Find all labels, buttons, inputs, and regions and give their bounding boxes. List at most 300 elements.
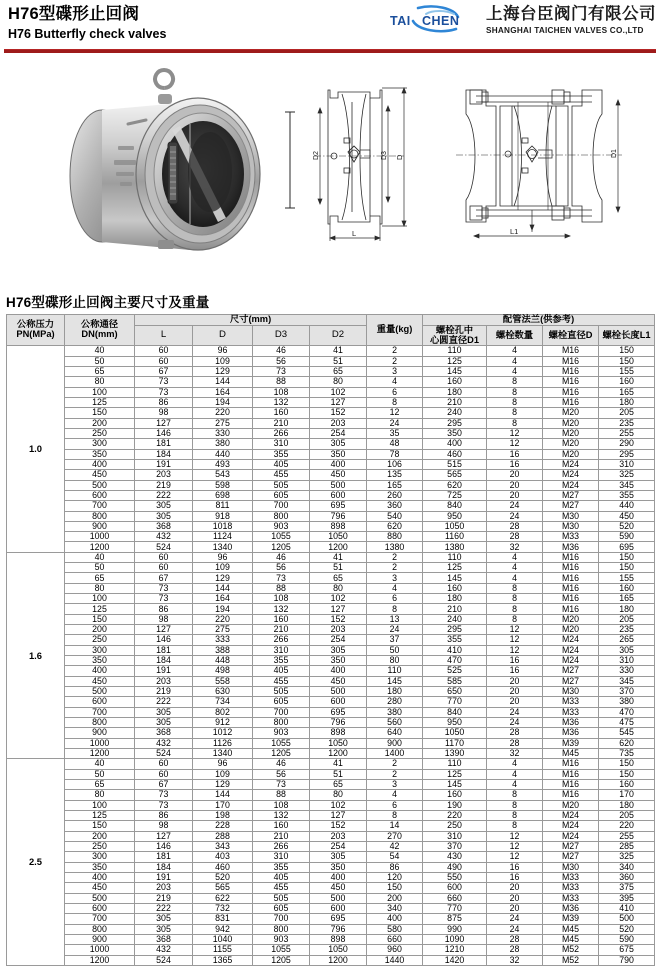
cell-bolt-qty: 4 [487,366,543,376]
cell-bolt-qty: 24 [487,718,543,728]
cell-L: 73 [135,377,193,387]
cell-weight: 660 [367,934,423,944]
cell-bolt-len: 150 [599,563,655,573]
cell-bolt-dia: M20 [543,614,599,624]
cell-D2: 41 [310,552,367,562]
figure-strip [0,58,660,276]
cell-d1: 460 [423,449,487,459]
cell-bolt-dia: M16 [543,573,599,583]
cell-L: 73 [135,583,193,593]
cell-bolt-len: 255 [599,428,655,438]
cell-dn: 300 [65,852,135,862]
cell-D: 388 [193,645,253,655]
cell-D2: 450 [310,883,367,893]
cell-bolt-len: 165 [599,387,655,397]
cell-d1: 950 [423,511,487,521]
cell-bolt-len: 160 [599,780,655,790]
cell-weight: 80 [367,656,423,666]
cell-bolt-len: 325 [599,852,655,862]
page-subtitle: H76 Butterfly check valves [8,27,167,41]
cell-weight: 35 [367,428,423,438]
cell-D3: 700 [253,707,310,717]
cell-dn: 1000 [65,945,135,955]
cell-L: 368 [135,728,193,738]
cell-L: 184 [135,862,193,872]
table-row [7,738,655,748]
cell-D2: 80 [310,377,367,387]
cell-dn: 50 [65,356,135,366]
cell-bolt-qty: 8 [487,821,543,831]
cell-D3: 210 [253,625,310,635]
page-header [0,0,660,52]
cell-L: 222 [135,903,193,913]
cell-D2: 80 [310,583,367,593]
cell-bolt-qty: 12 [487,635,543,645]
cell-D2: 450 [310,676,367,686]
cell-d1: 1050 [423,521,487,531]
cell-dn: 700 [65,707,135,717]
cell-D3: 132 [253,811,310,821]
cell-D3: 1205 [253,749,310,759]
cell-dn: 65 [65,366,135,376]
cell-weight: 3 [367,366,423,376]
cell-D2: 898 [310,728,367,738]
cell-D: 170 [193,800,253,810]
cell-D3: 56 [253,563,310,573]
cell-D2: 1050 [310,945,367,955]
cell-bolt-len: 790 [599,955,655,965]
cell-D: 129 [193,366,253,376]
cell-L: 98 [135,821,193,831]
cell-D3: 73 [253,366,310,376]
cell-weight: 1440 [367,955,423,965]
cell-bolt-dia: M27 [543,501,599,511]
cell-d1: 110 [423,759,487,769]
cell-D2: 65 [310,366,367,376]
cell-D2: 695 [310,501,367,511]
cell-bolt-qty: 20 [487,490,543,500]
cell-bolt-len: 520 [599,924,655,934]
cell-bolt-qty: 8 [487,614,543,624]
col-group-dimensions: 尺寸(mm) [135,315,367,326]
cell-bolt-dia: M52 [543,955,599,965]
cell-L: 67 [135,573,193,583]
table-row [7,594,655,604]
cell-bolt-len: 150 [599,356,655,366]
cell-weight: 86 [367,862,423,872]
cell-L: 98 [135,614,193,624]
cell-bolt-len: 205 [599,408,655,418]
cell-weight: 14 [367,821,423,831]
table-row [7,439,655,449]
cell-bolt-len: 305 [599,645,655,655]
table-row [7,480,655,490]
cell-D3: 310 [253,852,310,862]
cell-D: 144 [193,790,253,800]
cell-D2: 127 [310,604,367,614]
cell-D: 96 [193,346,253,356]
cell-dn: 450 [65,883,135,893]
cell-d1: 145 [423,573,487,583]
cell-bolt-len: 150 [599,769,655,779]
cell-d1: 430 [423,852,487,862]
cell-bolt-qty: 20 [487,697,543,707]
cell-bolt-dia: M16 [543,377,599,387]
cell-dn: 1200 [65,542,135,552]
cell-weight: 540 [367,511,423,521]
spec-table-wrapper [6,314,654,966]
cell-L: 222 [135,697,193,707]
cell-D3: 160 [253,408,310,418]
cell-dn: 500 [65,687,135,697]
cell-D: 558 [193,676,253,686]
cell-bolt-len: 235 [599,418,655,428]
cell-L: 524 [135,749,193,759]
cell-D: 734 [193,697,253,707]
cell-D2: 898 [310,521,367,531]
cell-D2: 51 [310,769,367,779]
cell-bolt-len: 160 [599,583,655,593]
cell-D: 1126 [193,738,253,748]
cell-weight: 340 [367,903,423,913]
cell-D3: 88 [253,790,310,800]
cell-bolt-dia: M24 [543,635,599,645]
cell-bolt-dia: M24 [543,645,599,655]
cell-L: 305 [135,501,193,511]
cell-bolt-qty: 12 [487,831,543,841]
cell-d1: 1420 [423,955,487,965]
cell-bolt-len: 180 [599,800,655,810]
cell-L: 67 [135,780,193,790]
cell-weight: 42 [367,842,423,852]
cell-D3: 266 [253,842,310,852]
cell-dn: 150 [65,408,135,418]
cell-bolt-qty: 8 [487,604,543,614]
cell-bolt-dia: M20 [543,800,599,810]
cell-bolt-dia: M45 [543,924,599,934]
cell-weight: 3 [367,780,423,790]
table-row [7,862,655,872]
cell-weight: 180 [367,687,423,697]
cell-D: 288 [193,831,253,841]
cell-bolt-len: 370 [599,687,655,697]
cell-weight: 13 [367,614,423,624]
pn-group-cell: 1.0 [7,346,65,553]
company-name-en: SHANGHAI TAICHEN VALVES CO.,LTD [486,26,644,35]
cell-D: 460 [193,862,253,872]
cell-d1: 1160 [423,532,487,542]
cell-bolt-len: 160 [599,377,655,387]
cell-D3: 800 [253,924,310,934]
cell-bolt-qty: 16 [487,872,543,882]
cell-dn: 500 [65,480,135,490]
cell-weight: 4 [367,790,423,800]
col-header-bolt-quantity: 螺栓数量 [487,325,543,346]
cell-dn: 200 [65,831,135,841]
cell-bolt-qty: 20 [487,470,543,480]
cell-bolt-qty: 4 [487,759,543,769]
table-row [7,800,655,810]
cell-D3: 310 [253,645,310,655]
cell-bolt-qty: 16 [487,459,543,469]
cell-D3: 605 [253,903,310,913]
cell-D: 343 [193,842,253,852]
cell-weight: 960 [367,945,423,955]
cell-weight: 6 [367,594,423,604]
cell-D2: 41 [310,346,367,356]
cell-D3: 505 [253,687,310,697]
cell-weight: 280 [367,697,423,707]
table-row [7,780,655,790]
pn-group-cell: 1.6 [7,552,65,759]
cell-D2: 65 [310,573,367,583]
cell-D2: 102 [310,387,367,397]
cell-L: 432 [135,945,193,955]
cell-d1: 400 [423,439,487,449]
cell-weight: 24 [367,625,423,635]
cell-weight: 200 [367,893,423,903]
cell-dn: 500 [65,893,135,903]
cell-bolt-qty: 4 [487,552,543,562]
cell-D2: 1050 [310,532,367,542]
cell-bolt-qty: 16 [487,666,543,676]
cell-bolt-qty: 16 [487,862,543,872]
table-row [7,449,655,459]
svg-text:CHEN: CHEN [422,14,460,28]
table-row [7,872,655,882]
cell-D2: 254 [310,842,367,852]
col-group-flange: 配管法兰(供参考) [423,315,655,326]
cell-dn: 50 [65,769,135,779]
cell-bolt-qty: 28 [487,934,543,944]
cell-D2: 600 [310,697,367,707]
cell-weight: 2 [367,769,423,779]
cell-d1: 295 [423,625,487,635]
cell-D2: 796 [310,718,367,728]
cell-bolt-qty: 28 [487,728,543,738]
cell-D: 380 [193,439,253,449]
cell-d1: 565 [423,470,487,480]
cell-D2: 400 [310,872,367,882]
cell-bolt-len: 475 [599,718,655,728]
table-row [7,377,655,387]
cell-D3: 505 [253,893,310,903]
cell-D3: 132 [253,397,310,407]
table-row [7,397,655,407]
table-row [7,955,655,965]
cell-bolt-qty: 20 [487,480,543,490]
col-header-bolt-diameter: 螺栓直径D [543,325,599,346]
cell-D: 403 [193,852,253,862]
cell-D3: 355 [253,449,310,459]
cell-bolt-dia: M16 [543,769,599,779]
cell-bolt-dia: M16 [543,397,599,407]
cell-bolt-len: 150 [599,552,655,562]
cell-weight: 2 [367,563,423,573]
cell-D3: 903 [253,728,310,738]
cell-bolt-qty: 28 [487,945,543,955]
cell-L: 60 [135,563,193,573]
cell-bolt-qty: 4 [487,356,543,366]
table-row [7,635,655,645]
cell-bolt-dia: M39 [543,914,599,924]
cell-L: 305 [135,707,193,717]
cell-D2: 1200 [310,955,367,965]
cell-D3: 310 [253,439,310,449]
cell-L: 305 [135,718,193,728]
cell-bolt-qty: 24 [487,707,543,717]
cell-D2: 41 [310,759,367,769]
cell-D: 144 [193,583,253,593]
cell-D: 622 [193,893,253,903]
cell-bolt-dia: M16 [543,604,599,614]
table-row [7,470,655,480]
cell-D3: 1205 [253,542,310,552]
cell-dn: 100 [65,800,135,810]
cell-bolt-len: 150 [599,346,655,356]
cell-D3: 46 [253,759,310,769]
table-row [7,666,655,676]
cell-bolt-qty: 12 [487,645,543,655]
cell-D: 732 [193,903,253,913]
cell-L: 368 [135,934,193,944]
cell-dn: 65 [65,573,135,583]
cell-weight: 37 [367,635,423,645]
cell-bolt-qty: 8 [487,408,543,418]
cell-bolt-qty: 4 [487,563,543,573]
table-row [7,831,655,841]
cell-bolt-dia: M16 [543,780,599,790]
cell-D: 1365 [193,955,253,965]
cell-bolt-len: 150 [599,759,655,769]
cell-dn: 150 [65,821,135,831]
cell-D2: 102 [310,594,367,604]
cell-d1: 1390 [423,749,487,759]
cell-D: 198 [193,811,253,821]
cell-L: 73 [135,594,193,604]
table-row [7,511,655,521]
table-row [7,718,655,728]
cell-bolt-qty: 20 [487,903,543,913]
cell-D2: 600 [310,903,367,913]
table-row [7,604,655,614]
cell-L: 86 [135,397,193,407]
cell-D3: 160 [253,821,310,831]
cell-d1: 250 [423,821,487,831]
cell-bolt-dia: M24 [543,480,599,490]
cell-D2: 695 [310,707,367,717]
cell-dn: 400 [65,459,135,469]
cell-D3: 405 [253,459,310,469]
cell-bolt-qty: 8 [487,387,543,397]
cell-D2: 152 [310,821,367,831]
cell-D3: 1055 [253,945,310,955]
cell-weight: 1380 [367,542,423,552]
cell-d1: 240 [423,614,487,624]
cell-bolt-dia: M16 [543,759,599,769]
cell-bolt-len: 590 [599,934,655,944]
cell-weight: 48 [367,439,423,449]
cell-D: 275 [193,418,253,428]
cell-d1: 875 [423,914,487,924]
cell-L: 222 [135,490,193,500]
cell-d1: 180 [423,594,487,604]
cell-weight: 260 [367,490,423,500]
cell-dn: 250 [65,428,135,438]
cell-bolt-dia: M52 [543,945,599,955]
cell-weight: 8 [367,811,423,821]
cell-D2: 450 [310,470,367,480]
cell-bolt-len: 410 [599,903,655,913]
cell-bolt-len: 345 [599,676,655,686]
cell-bolt-len: 295 [599,449,655,459]
cell-bolt-qty: 8 [487,377,543,387]
cell-D2: 102 [310,800,367,810]
cell-bolt-len: 520 [599,521,655,531]
cell-L: 67 [135,366,193,376]
table-row [7,356,655,366]
cell-dn: 900 [65,728,135,738]
cell-weight: 6 [367,387,423,397]
cell-bolt-dia: M20 [543,439,599,449]
cell-D3: 73 [253,780,310,790]
table-row [7,852,655,862]
table-body [7,346,655,966]
cell-bolt-qty: 4 [487,573,543,583]
cell-weight: 6 [367,800,423,810]
cell-d1: 770 [423,697,487,707]
cell-bolt-qty: 12 [487,842,543,852]
cell-bolt-dia: M27 [543,676,599,686]
cell-L: 184 [135,449,193,459]
cell-weight: 640 [367,728,423,738]
cell-D3: 56 [253,356,310,366]
cell-D3: 1055 [253,532,310,542]
cell-d1: 600 [423,883,487,893]
cell-d1: 840 [423,707,487,717]
cell-L: 181 [135,439,193,449]
cell-D3: 46 [253,552,310,562]
table-row [7,759,655,769]
cell-D: 1340 [193,542,253,552]
cell-weight: 1400 [367,749,423,759]
cell-D3: 700 [253,501,310,511]
cell-D: 811 [193,501,253,511]
cell-D: 630 [193,687,253,697]
cell-D3: 210 [253,831,310,841]
cell-D3: 108 [253,594,310,604]
cell-bolt-qty: 32 [487,542,543,552]
cell-d1: 990 [423,924,487,934]
cell-weight: 560 [367,718,423,728]
cell-d1: 725 [423,490,487,500]
cell-bolt-qty: 4 [487,346,543,356]
cell-dn: 1200 [65,749,135,759]
valve-section-drawing [308,72,458,247]
cell-D2: 203 [310,625,367,635]
cell-D2: 152 [310,408,367,418]
cell-D2: 254 [310,428,367,438]
table-row [7,769,655,779]
cell-d1: 190 [423,800,487,810]
col-header-pn: 公称压力 PN(MPa) [7,315,65,346]
cell-D: 333 [193,635,253,645]
cell-dn: 1000 [65,738,135,748]
cell-D: 698 [193,490,253,500]
cell-bolt-len: 155 [599,573,655,583]
cell-weight: 270 [367,831,423,841]
cell-bolt-dia: M45 [543,749,599,759]
